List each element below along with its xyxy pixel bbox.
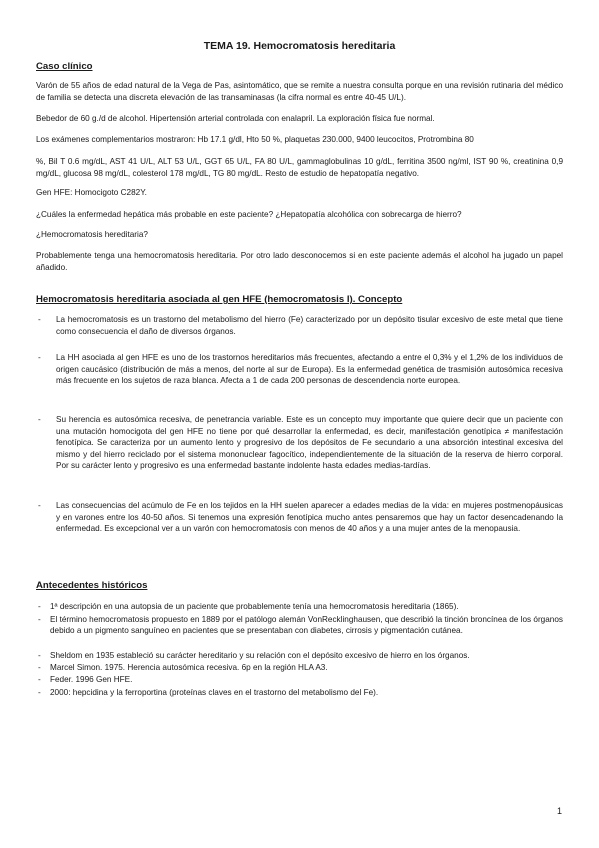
- case-paragraph-6: ¿Cuáles la enfermedad hepática más probable en este paciente? ¿Hepatopatía alcohólica con sobrecarga de hierro?: [36, 210, 462, 219]
- bullet-dash: -: [38, 415, 41, 424]
- bullet-dash: -: [38, 315, 41, 324]
- list-item: [38, 614, 563, 637]
- section-heading-case: Caso clínico: [36, 61, 93, 72]
- list-item-text: Sheldom en 1935 estableció su carácter hereditario y su relación con el depósito excesivo de hierro en los órganos.: [50, 651, 470, 660]
- list-item: [38, 352, 563, 387]
- bullet-dash: -: [38, 615, 41, 624]
- case-paragraph-3: Los exámenes complementarios mostraron: Hb 17.1 g/dl, Hto 50 %, plaquetas 230.000, 9400 leucocitos, Protrombina 80: [36, 135, 474, 144]
- list-item-text: Las consecuencias del acúmulo de Fe en los tejidos en la HH suelen aparecer a edades medias de la vida: en mujeres postmenopáusicas y en varones entre los 40-50 años. Si tenemos una expresión fenotípica mucho antes pensaremos que hay un factor desencadenando la enfermedad. Es excepcional ver a un varón con hemocromatosis con menos de 40 años y a una mujer antes de la menopausia.: [56, 501, 563, 534]
- case-paragraph-4: %, Bil T 0.6 mg/dL, AST 41 U/L, ALT 53 U/L, GGT 65 U/L, FA 80 U/L, gammaglobulinas 10 g/dL, ferritina 3500 ng/ml, IST 90 %, creatinina 0,9 mg/dL, glucosa 98 mg/dL, colesterol 178 mg/dL, TG 80 mg/dL. Resto de estudio de hepatopatía negativo.: [36, 157, 563, 178]
- case-paragraph-5: Gen HFE: Homocigoto C282Y.: [36, 188, 147, 197]
- list-item-text: Su herencia es autosómica recesiva, de penetrancia variable. Este es un concepto muy importante que quiere decir que un paciente con una mutación homocigota del gen HFE no tiene por qué desarrollar la enfermedad, es decir, manifestación genotípica ≠ manifestación fenotípica. Se caracteriza por un aumento lento y progresivo de los depósitos de Fe secundario a una absorción intestinal excesiva del mismo y del hierro reciclado por el sistema mononuclear fagocítico, independientemente de la situación de la reserva de hierro corporal. Por su carácter lento y progresivo es una enfermedad bastante indolente hasta edades medias-tardías.: [56, 415, 563, 471]
- list-item-text: El término hemocromatosis propuesto en 1889 por el patólogo alemán VonRecklinghausen, que describió la tinción broncínea de los órganos debido a un pigmento sanguíneo en pacientes que se presentaban con diabetes, cirrosis y pigmentación cutánea.: [50, 615, 563, 636]
- list-item: [38, 314, 563, 337]
- bullet-dash: -: [38, 602, 41, 611]
- case-paragraph-1: Varón de 55 años de edad natural de la Vega de Pas, asintomático, que se remite a nuestra consulta porque en una revisión rutinaria del médico de familia se detecta una discreta elevación de las transaminasas (la cifra normal es entre 40-45 U/L).: [36, 81, 563, 102]
- bullet-dash: -: [38, 675, 41, 684]
- section-heading-concept: Hemocromatosis hereditaria asociada al gen HFE (hemocromatosis I). Concepto: [36, 294, 403, 305]
- list-item-text: Marcel Simon. 1975. Herencia autosómica recesiva. 6p en la región HLA A3.: [50, 663, 328, 672]
- list-item-text: Feder. 1996 Gen HFE.: [50, 675, 133, 684]
- list-item: [38, 674, 563, 685]
- list-item-text: 1ª descripción en una autopsia de un paciente que probablemente tenía una hemocromatosis hereditaria (1865).: [50, 602, 459, 611]
- list-item: [38, 601, 563, 612]
- bullet-dash: -: [38, 501, 41, 510]
- list-item: [38, 662, 563, 673]
- page-title: TEMA 19. Hemocromatosis hereditaria: [203, 40, 396, 52]
- bullet-dash: -: [38, 688, 41, 697]
- page-number: 1: [557, 806, 563, 816]
- bullet-dash: -: [38, 663, 41, 672]
- case-paragraph-8: Probablemente tenga una hemocromatosis hereditaria. Por otro lado desconocemos si en este paciente además el alcohol ha jugado un papel añadido.: [36, 251, 563, 272]
- section-heading-history: Antecedentes históricos: [36, 580, 148, 591]
- list-item: [38, 500, 563, 535]
- list-item-text: La HH asociada al gen HFE es uno de los trastornos hereditarios más frecuentes, afectando a entre el 0,3% y el 1,2% de los individuos de origen caucásico (distribución de más a menos, del norte al sur de Europa). Es la enfermedad genética de trasmisión autosómica recesiva más frecuente en los sujetos de raza blanca. Afecta a 1 de cada 200 personas de descendencia norte europea.: [56, 353, 563, 386]
- bullet-dash: -: [38, 651, 41, 660]
- list-item-text: La hemocromatosis es un trastorno del metabolismo del hierro (Fe) caracterizado por un depósito tisular excesivo de este metal que tiene como consecuencia el daño de diversos órganos.: [56, 315, 563, 336]
- list-item: [38, 414, 563, 472]
- case-paragraph-2: Bebedor de 60 g./d de alcohol. Hipertensión arterial controlada con enalapril. La exploración física fue normal.: [36, 114, 435, 123]
- list-item: [38, 687, 563, 698]
- list-item-text: 2000: hepcidina y la ferroportina (proteínas claves en el trastorno del metabolismo del Fe).: [50, 688, 379, 697]
- case-paragraph-7: ¿Hemocromatosis hereditaria?: [36, 230, 148, 239]
- bullet-dash: -: [38, 353, 41, 362]
- list-item: [38, 650, 563, 661]
